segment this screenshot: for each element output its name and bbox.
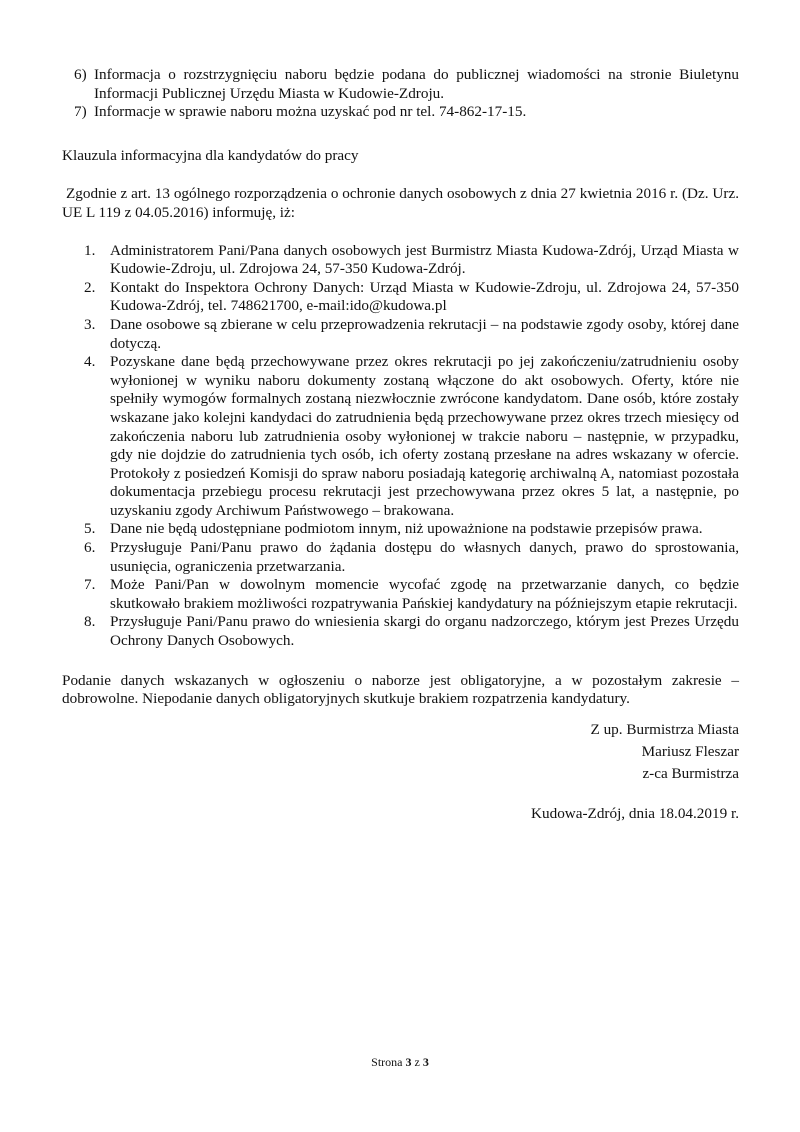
list-item-text: Może Pani/Pan w dowolnym momencie wycofać zgodę na przetwarzanie danych, co będzie skutkowało brakiem możliwości rozpatrywania Pańskiej kandydatury na późniejszym etapie rekrutacji. <box>110 576 739 612</box>
list-item-number: 5. <box>84 520 96 538</box>
signature-block <box>62 719 739 785</box>
info-item-number: 6) <box>74 66 87 83</box>
list-item-number: 6. <box>84 539 96 557</box>
list-item <box>84 539 739 576</box>
intro-paragraph: Zgodnie z art. 13 ogólnego rozporządzenia o ochronie danych osobowych z dnia 27 kwietnia 2016 r. (Dz. Urz. UE L 119 z 04.05.2016) informuję, iż: <box>62 185 739 221</box>
list-item-number: 8. <box>84 613 96 631</box>
info-item-7 <box>74 103 739 122</box>
list-item-text: Administratorem Pani/Pana danych osobowych jest Burmistrz Miasta Kudowa-Zdrój, Urząd Miasta w Kudowie-Zdroju, ul. Zdrojowa 24, 57-350 Kudowa-Zdrój. <box>110 241 739 278</box>
info-item-text: Informacja o rozstrzygnięciu naboru będzie podana do publicznej wiadomości na stronie Biuletynu Informacji Publicznej Urzędu Miasta w Kudowie-Zdroju. <box>94 66 739 102</box>
page-total: 3 <box>422 1055 429 1069</box>
page-of: z <box>414 1055 420 1069</box>
closing-paragraph: Podanie danych wskazanych w ogłoszeniu o naborze jest obligatoryjne, a w pozostałym zakresie – dobrowolne. Niepodanie danych obligatoryjnych skutkuje brakiem rozpatrzenia kandydatury. <box>62 671 739 708</box>
document-body <box>62 66 739 823</box>
list-item <box>84 316 739 353</box>
list-item-text: Dane osobowe są zbierane w celu przeprowadzenia rekrutacji – na podstawie zgody osoby, której dane dotyczą. <box>110 315 739 352</box>
list-item-number: 4. <box>84 353 96 371</box>
list-item-number: 3. <box>84 315 96 333</box>
list-item-number: 7. <box>84 576 96 594</box>
list-item-text: Pozyskane dane będą przechowywane przez okres rekrutacji po jej zakończeniu/zatrudnieniu osoby wyłonionej w wyniku naboru dokumenty zostaną włączone do akt osobowych. Oferty, które nie spełniły wymogów formalnych zostaną niezwłocznie zwrócone kandydatom. Dane osób, które zostały wskazane jako kolejni kandydaci do zatrudnienia będą przechowywane przez okres trzech miesięcy od zakończenia naboru lub zatrudnienia osoby wyłonionej w trakcie naboru – następnie, w przypadku, gdy nie dojdzie do zatrudnienia tych osób, ich oferty zostaną przesłane na adres wskazany w ofercie. Protokoły z posiedzeń Komisji do spraw naboru posiadają kategorię archiwalną A, natomiast pozostała dokumentacja przebiegu procesu rekrutacji jest przechowywana przez okres 5 lat, a następnie, po uzyskaniu zgody Archiwum Państwowego – brakowana. <box>110 353 739 519</box>
list-item-number: 2. <box>84 278 96 296</box>
list-item <box>84 613 739 650</box>
list-item-text: Dane nie będą udostępniane podmiotom innym, niż upoważnione na podstawie przepisów prawa. <box>110 520 703 538</box>
info-item-6 <box>74 66 739 103</box>
section-title: Klauzula informacyjna dla kandydatów do pracy <box>62 146 359 164</box>
list-item <box>84 279 739 316</box>
list-item-text: Kontakt do Inspektora Ochrony Danych: Urząd Miasta w Kudowie-Zdroju, ul. Zdrojowa 24, 57-350 Kudowa-Zdrój, tel. 748621700, e-mail:ido@kudowa.pl <box>110 278 739 315</box>
signature-name: Mariusz Fleszar <box>641 742 739 760</box>
info-item-text: Informacje w sprawie naboru można uzyskać pod nr tel. 74-862-17-15. <box>94 103 527 121</box>
info-item-number: 7) <box>74 103 87 121</box>
page-number: 3 <box>405 1055 412 1069</box>
list-item-text: Przysługuje Pani/Panu prawo do wniesienia skargi do organu nadzorczego, którym jest Prezes Urzędu Ochrony Danych Osobowych. <box>110 613 739 650</box>
page-footer <box>0 1055 800 1069</box>
place-date: Kudowa-Zdrój, dnia 18.04.2019 r. <box>531 804 739 822</box>
list-item-number: 1. <box>84 241 96 259</box>
rodo-list <box>62 242 739 651</box>
list-item <box>84 576 739 613</box>
list-item <box>84 520 739 539</box>
list-item <box>84 242 739 279</box>
page-label: Strona <box>371 1055 403 1069</box>
list-item <box>84 353 739 520</box>
list-item-text: Przysługuje Pani/Panu prawo do żądania dostępu do własnych danych, prawo do sprostowania, usunięcia, ograniczenia przetwarzania. <box>110 539 739 575</box>
signature-authority: Z up. Burmistrza Miasta <box>590 720 739 738</box>
signature-title: z-ca Burmistrza <box>642 764 739 782</box>
